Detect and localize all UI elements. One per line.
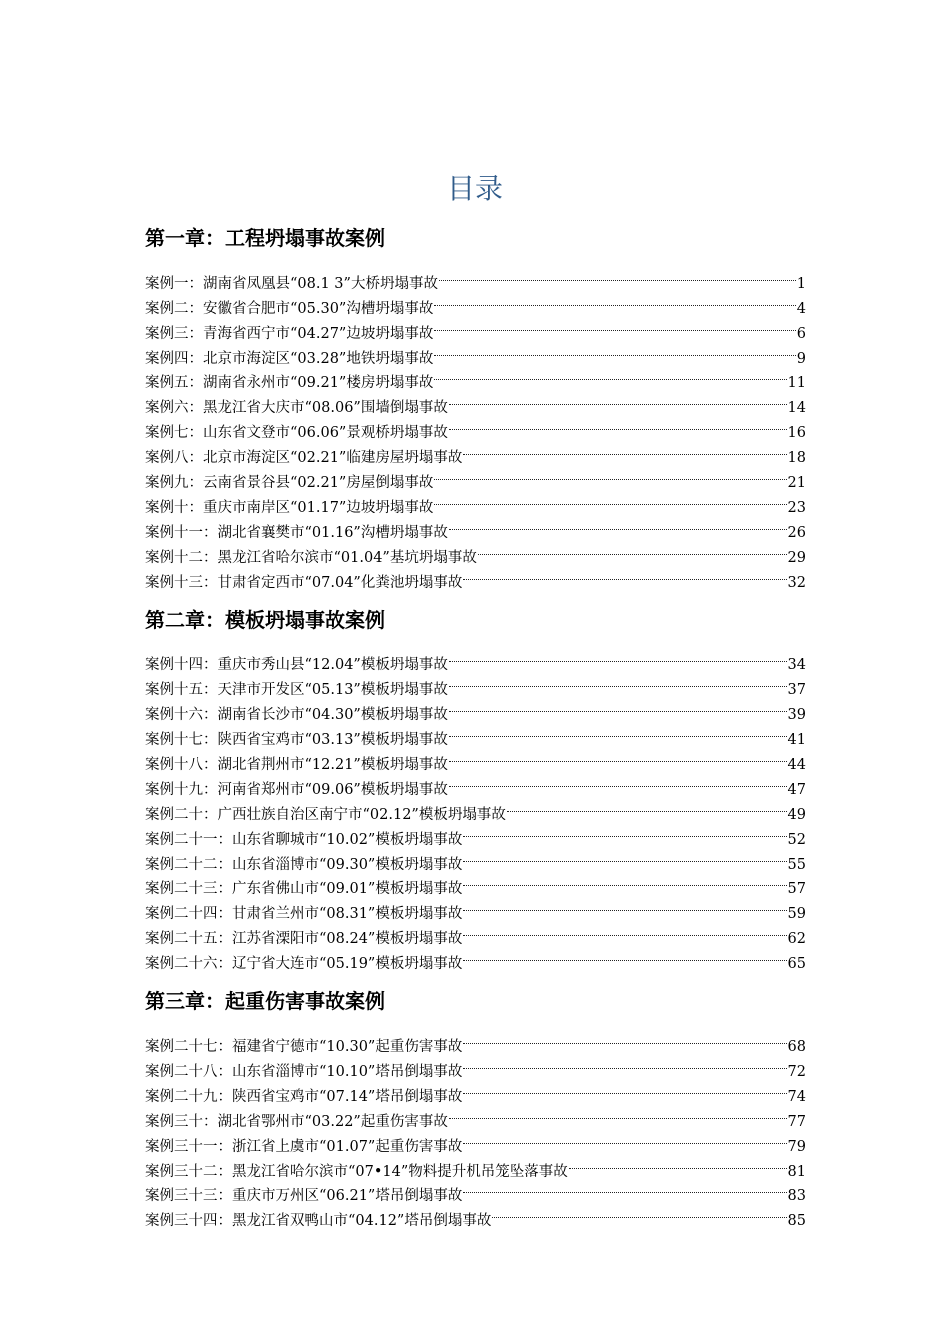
toc-entry-page-number: 11	[787, 375, 806, 392]
toc-entry-page-number: 1	[796, 275, 806, 292]
toc-entry-title: 案例二十八：山东省淄博市“10.10”塔吊倒塌事故	[145, 1063, 463, 1080]
toc-entry[interactable]	[145, 645, 806, 674]
dot-leader	[463, 437, 786, 462]
toc-entry-page-number: 18	[787, 450, 806, 467]
toc-chapter	[145, 985, 806, 1230]
toc-entry-page-number: 21	[787, 475, 806, 492]
dot-leader	[449, 719, 787, 744]
toc-entry[interactable]	[145, 263, 806, 292]
toc-entry-page-number: 44	[787, 757, 806, 774]
toc-entry-page-number: 55	[787, 856, 806, 873]
dot-leader	[434, 313, 795, 338]
dot-leader	[449, 769, 787, 794]
toc-entry-title: 案例十四：重庆市秀山县“12.04”模板坍塌事故	[145, 657, 448, 674]
toc-entry-page-number: 57	[787, 881, 806, 898]
table-of-contents	[145, 222, 806, 1231]
toc-entry-title: 案例二十一：山东省聊城市“10.02”模板坍塌事故	[145, 831, 463, 848]
toc-entry-title: 案例十八：湖北省荆州市“12.21”模板坍塌事故	[145, 757, 448, 774]
toc-entry-page-number: 16	[787, 425, 806, 442]
toc-entry-title: 案例十二：黑龙江省哈尔滨市“01.04”基坑坍塌事故	[145, 549, 477, 566]
chapter-heading: 第三章：起重伤害事故案例	[145, 989, 385, 1014]
toc-entry-title: 案例三十二：黑龙江省哈尔滨市“07•14”物料提升机吊笼坠落事故	[145, 1163, 568, 1180]
toc-entry-title: 案例一：湖南省凤凰县“08.1 3”大桥坍塌事故	[145, 275, 438, 292]
dot-leader	[463, 562, 786, 587]
dot-leader	[449, 512, 787, 537]
dot-leader	[463, 844, 786, 869]
toc-entry-page-number: 74	[787, 1088, 806, 1105]
toc-entry-page-number: 83	[787, 1188, 806, 1205]
toc-entry-page-number: 59	[787, 906, 806, 923]
toc-entry-page-number: 39	[787, 707, 806, 724]
toc-entry-title: 案例十一：湖北省襄樊市“01.16”沟槽坍塌事故	[145, 524, 448, 541]
toc-entry-title: 案例二十四：甘肃省兰州市“08.31”模板坍塌事故	[145, 906, 463, 923]
toc-entry-page-number: 85	[787, 1213, 806, 1230]
dot-leader	[434, 462, 786, 487]
toc-entry-page-number: 32	[787, 574, 806, 591]
toc-entry-title: 案例七：山东省文登市“06.06”景观桥坍塌事故	[145, 425, 448, 442]
dot-leader	[463, 943, 786, 968]
toc-entry-title: 案例三十一：浙江省上虞市“01.07”起重伤害事故	[145, 1138, 463, 1155]
dot-leader	[463, 1176, 786, 1201]
toc-entry[interactable]	[145, 1026, 806, 1056]
toc-entry-page-number: 62	[787, 931, 806, 948]
toc-entry-title: 案例三十：湖北省鄂州市“03.22”起重伤害事故	[145, 1113, 448, 1130]
toc-entry-title: 案例十：重庆市南岸区“01.17”边坡坍塌事故	[145, 499, 434, 516]
dot-leader	[492, 1200, 786, 1225]
toc-entry-page-number: 9	[796, 350, 806, 367]
toc-entry-page-number: 6	[796, 325, 806, 342]
toc-entry-page-number: 29	[787, 549, 806, 566]
toc-entry-page-number: 65	[787, 956, 806, 973]
toc-chapter	[145, 222, 806, 591]
dot-leader	[463, 1026, 786, 1051]
toc-entry-title: 案例二十五：江苏省溧阳市“08.24”模板坍塌事故	[145, 931, 463, 948]
toc-entry-title: 案例三十四：黑龙江省双鸭山市“04.12”塔吊倒塌事故	[145, 1213, 492, 1230]
toc-entry-page-number: 72	[787, 1063, 806, 1080]
dot-leader	[434, 487, 786, 512]
toc-chapter	[145, 604, 806, 973]
dot-leader	[434, 288, 795, 313]
toc-entry-title: 案例十三：甘肃省定西市“07.04”化粪池坍塌事故	[145, 574, 463, 591]
toc-title: 目录	[446, 172, 503, 205]
chapter-heading: 第二章：模板坍塌事故案例	[145, 607, 385, 632]
toc-entry-title: 案例十六：湖南省长沙市“04.30”模板坍塌事故	[145, 707, 448, 724]
dot-leader	[449, 744, 787, 769]
toc-entry-title: 案例三：青海省西宁市“04.27”边坡坍塌事故	[145, 325, 434, 342]
dot-leader	[463, 869, 786, 894]
dot-leader	[463, 1126, 786, 1151]
toc-entry-title: 案例九：云南省景谷县“02.21”房屋倒塌事故	[145, 475, 434, 492]
dot-leader	[449, 694, 787, 719]
dot-leader	[434, 338, 795, 363]
toc-entry-page-number: 47	[787, 781, 806, 798]
chapter-heading: 第一章：工程坍塌事故案例	[145, 226, 385, 250]
toc-entry-title: 案例十九：河南省郑州市“09.06”模板坍塌事故	[145, 781, 448, 798]
dot-leader	[569, 1151, 787, 1176]
toc-entry-page-number: 4	[796, 300, 806, 317]
toc-entry-title: 案例二十七：福建省宁德市“10.30”起重伤害事故	[145, 1039, 463, 1056]
toc-entry-title: 案例二十：广西壮族自治区南宁市“02.12”模板坍塌事故	[145, 806, 506, 823]
dot-leader	[463, 918, 786, 943]
toc-entry-page-number: 68	[787, 1039, 806, 1056]
toc-entry-page-number: 41	[787, 732, 806, 749]
dot-leader	[463, 1076, 786, 1101]
toc-entry-title: 案例十五：天津市开发区“05.13”模板坍塌事故	[145, 682, 448, 699]
toc-entry-title: 案例三十三：重庆市万州区“06.21”塔吊倒塌事故	[145, 1188, 463, 1205]
dot-leader	[449, 387, 787, 412]
toc-entry-title: 案例五：湖南省永州市“09.21”楼房坍塌事故	[145, 375, 434, 392]
toc-entry-title: 案例二十九：陕西省宝鸡市“07.14”塔吊倒塌事故	[145, 1088, 463, 1105]
toc-entry-title: 案例四：北京市海淀区“03.28”地铁坍塌事故	[145, 350, 434, 367]
toc-entry-page-number: 37	[787, 682, 806, 699]
toc-entry-page-number: 77	[787, 1113, 806, 1130]
dot-leader	[478, 537, 787, 562]
toc-entry-page-number: 79	[787, 1138, 806, 1155]
dot-leader	[449, 669, 787, 694]
toc-entry-title: 案例二十六：辽宁省大连市“05.19”模板坍塌事故	[145, 956, 463, 973]
toc-entry-title: 案例十七：陕西省宝鸡市“03.13”模板坍塌事故	[145, 732, 448, 749]
toc-entry-title: 案例二十二：山东省淄博市“09.30”模板坍塌事故	[145, 856, 463, 873]
dot-leader	[449, 1101, 787, 1126]
toc-entry-title: 案例六：黑龙江省大庆市“08.06”围墙倒塌事故	[145, 400, 448, 417]
dot-leader	[439, 263, 796, 288]
toc-entry-page-number: 81	[787, 1163, 806, 1180]
toc-entry-page-number: 52	[787, 831, 806, 848]
toc-entry-title: 案例八：北京市海淀区“02.21”临建房屋坍塌事故	[145, 450, 463, 467]
dot-leader	[434, 363, 786, 388]
dot-leader	[449, 645, 787, 670]
toc-entry-page-number: 34	[787, 657, 806, 674]
toc-entry-title: 案例二十三：广东省佛山市“09.01”模板坍塌事故	[145, 881, 463, 898]
dot-leader	[507, 794, 787, 819]
toc-entry-page-number: 14	[787, 400, 806, 417]
dot-leader	[463, 1051, 786, 1076]
toc-entry-title: 案例二：安徽省合肥市“05.30”沟槽坍塌事故	[145, 300, 434, 317]
toc-entry-page-number: 23	[787, 499, 806, 516]
dot-leader	[463, 819, 786, 844]
dot-leader	[449, 412, 787, 437]
dot-leader	[463, 893, 786, 918]
toc-entry-page-number: 49	[787, 806, 806, 823]
toc-entry-page-number: 26	[787, 524, 806, 541]
